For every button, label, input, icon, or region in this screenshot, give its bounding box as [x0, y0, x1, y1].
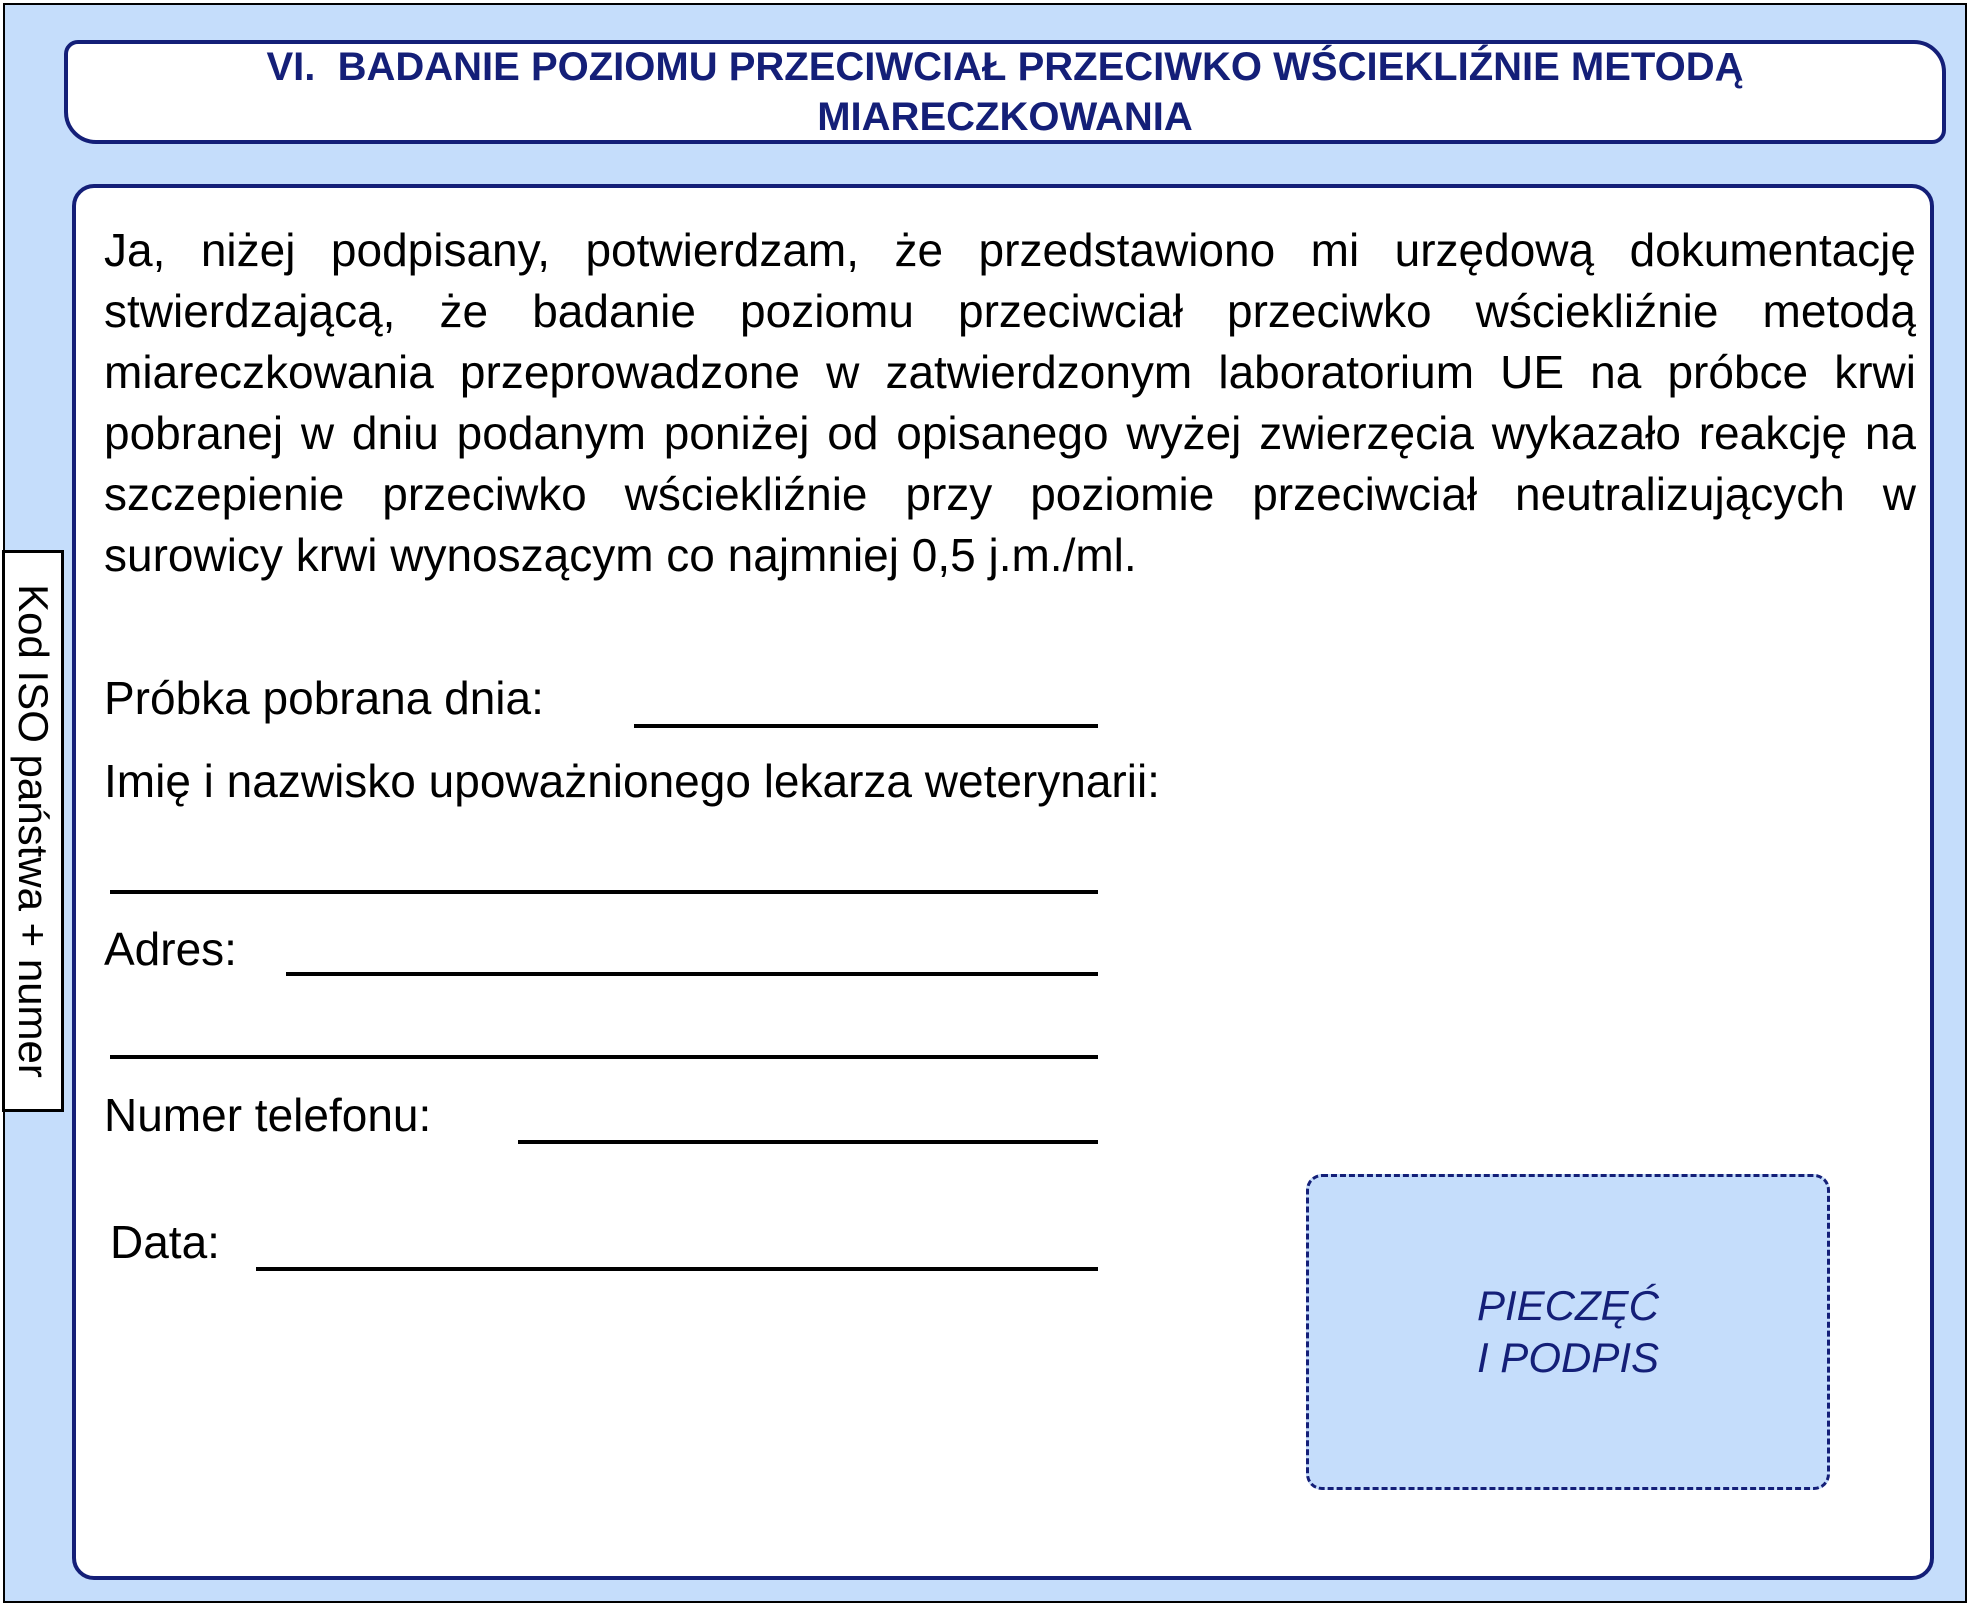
- vet-name-field[interactable]: [110, 890, 1098, 894]
- address-field-line-2[interactable]: [110, 1055, 1098, 1059]
- date-label: Data:: [110, 1216, 220, 1268]
- declaration-text: Ja, niżej podpisany, potwierdzam, że przedstawiono mi urzędową dokumentację stwierdzającą, że badanie poziomu przeciwciał przeciwko wściekliźnie metodą miareczkowania przeprowadzone w zatwierdzonym laboratorium UE na próbce krwi pobranej w dniu podanym poniżej od opisanego wyżej zwierzęcia wykazało reakcję na szczepienie przeciwko wściekliźnie przy poziomie przeciwciał neutralizujących w surowicy krwi wynoszącym co najmniej 0,5 j.m./ml.: [104, 224, 1916, 581]
- phone-label: Numer telefonu:: [104, 1089, 432, 1141]
- country-iso-code-tab: [2, 550, 64, 1112]
- address-label: Adres:: [104, 923, 237, 975]
- sample-date-field[interactable]: [634, 724, 1098, 728]
- address-field-line-1[interactable]: [286, 972, 1098, 976]
- signature-label: I PODPIS: [1476, 1334, 1660, 1381]
- section-title-line-2: MIARECZKOWANIA: [817, 95, 1193, 139]
- phone-field[interactable]: [518, 1140, 1098, 1144]
- stamp-signature-box[interactable]: [1306, 1174, 1830, 1490]
- stamp-label: PIECZĘĆ: [1476, 1282, 1660, 1329]
- section-title-line-1: VI. BADANIE POZIOMU PRZECIWCIAŁ PRZECIWKO WŚCIEKLIŹNIE METODĄ: [266, 45, 1744, 89]
- date-field[interactable]: [256, 1267, 1098, 1271]
- section-header: [64, 40, 1946, 144]
- sample-date-label: Próbka pobrana dnia:: [104, 672, 544, 724]
- vet-name-label: Imię i nazwisko upoważnionego lekarza weterynarii:: [104, 755, 1160, 807]
- country-iso-code-label: Kod ISO państwa + numer: [10, 584, 57, 1078]
